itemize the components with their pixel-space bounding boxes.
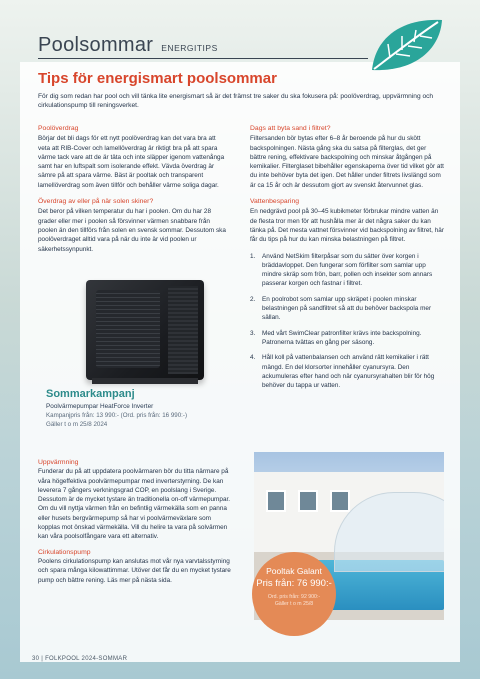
section-body: Funderar du på att uppdatera poolvärmaren bör du titta närmare på våra högeffektiva poolvärmepumpar med inverterstyrning. De kan leverera 7 gångers verkningsgrad COP, en poolslang i Sverige. Dessutom är de mycket tystare än traditionella on-off värmepumpar. Om du vill nyttja värmen från en befintlig värmekälla som en panna eller husets bergvärmepump så har vi poolvärmeväxlare som kopplas mot önskad värmekälla. Vill du helire ta vara på solvärmen kan våra poolsolfångare vara ett alternativ. bbox=[38, 468, 231, 541]
right-column bbox=[250, 124, 444, 396]
list-item: 2. En poolrobot som samlar upp skräpet i poolen minskar belastningen på sandfiltret så att du behöver backspola mer sällan. bbox=[250, 295, 432, 322]
window bbox=[298, 490, 318, 512]
window bbox=[266, 490, 286, 512]
list-item: 4. Håll koll på vattenbalansen och använd rätt kemikalier i rätt mängd. En del klorsorter innehåller cyanursyra. Den ackumuleras efter hand och när cyanursyrahalten blir för hög behöver du tappa ur vatten. bbox=[250, 354, 435, 390]
badge-ord-price: Ord. pris från: 92 900:- bbox=[267, 594, 321, 600]
section-body: En nedgrävd pool på 30–45 kubikmeter förbrukar mindre vatten än de flesta tror men för att hushålla mer är det några saker du kan tänka på. Det mesta vattnet försvinner vid backspolning av filtret, här får du tips på hur du kan minska belastningen på filtret. bbox=[250, 208, 444, 244]
section-heading: Uppvärmning bbox=[38, 459, 79, 466]
page-title: Poolsommar bbox=[38, 34, 154, 56]
section-heading: Cirkulationspump bbox=[38, 548, 91, 556]
section-heading: Vattenbesparing bbox=[250, 198, 299, 206]
section-body: Poolens cirkulationspump kan anslutas mot vår nya varvtalsstyrning och spara många kilowattimmar. Utöver det får du en mycket tystare pump och bättre rening. Läs mer på nästa sida. bbox=[38, 557, 231, 584]
pump-grille bbox=[96, 290, 160, 368]
section-heading: Poolöverdrag bbox=[38, 125, 79, 132]
header-rule bbox=[38, 58, 368, 59]
section-body: Börjar det bli dags för ett nytt poolöverdrag kan det vara bra att veta att RIB-Cover och lamellöverdrag är riktigt bra på att spara värme tack vare att de är täta och inte släpper igenom vattenånga samt har en luftspalt som isolerande effekt. Vävda överdrag är sämre på att spara värme. Bäst är pooltak och transparent lamellöverdrag som även tillför och behåller värme soliga dagar. bbox=[38, 135, 225, 189]
pump-side-vent bbox=[168, 286, 198, 374]
section-heading: Överdrag av eller på när solen skiner? bbox=[38, 198, 154, 206]
badge-product: Pooltak Galant bbox=[266, 566, 322, 576]
list-item: 1. Använd NetSkim filterpåsar som du sätter över korgen i bräddavloppet. Den fungerar som förfilter som samlar upp mindre skräp som frön, barr, pollen och insekter som annars passerar korgen och fastnar i filtret. bbox=[250, 252, 433, 288]
campaign-price: Kampanjpris från: 13 990:- (Ord. pris från: 16 990:-) bbox=[46, 412, 188, 419]
campaign-product: Poolvärmepumpar HeatForce Inverter bbox=[46, 403, 154, 410]
article-headline: Tips för energismart poolsommar bbox=[38, 70, 277, 87]
page-header bbox=[38, 34, 218, 57]
price-badge bbox=[252, 552, 336, 636]
badge-valid: Gäller t o m 25/8 bbox=[274, 601, 314, 607]
badge-price: Pris från: 76 990:- bbox=[256, 578, 332, 589]
campaign-box bbox=[46, 388, 187, 429]
campaign-valid: Gäller t o m 25/8 2024 bbox=[46, 421, 108, 428]
heat-pump-image bbox=[86, 280, 204, 384]
article-lead: För dig som redan har pool och vill tänka lite energismart så är det främst tre saker du ska fokusera på: poolöverdrag, uppvärmning och cirkulationspump till reningsverket. bbox=[38, 93, 434, 110]
leaf-icon bbox=[366, 14, 446, 76]
list-item: 3. Med vårt SwimClear patronfilter krävs inte backspolning. Patronerna tvättas en gång per säsong. bbox=[250, 329, 422, 346]
section-heading: Dags att byta sand i filtret? bbox=[250, 125, 331, 132]
tips-list bbox=[250, 252, 444, 391]
section-label: ENERGITIPS bbox=[161, 43, 218, 53]
lower-left-column bbox=[38, 458, 234, 591]
window bbox=[330, 490, 350, 512]
left-column bbox=[38, 124, 226, 261]
section-body: Filtersanden bör bytas efter 6–8 år beroende på hur du skött backspolningen. Nästa gång ska du satsa på filterglas, det ger bättre rening, effektivare backspolning och minskar åtgången på kemikalier. Filterglaset bibehåller egenskaperna över tid vilket gör att du inte behöver byta det igen. Det håller under filtrets livslängd som är ca 15 år och är dessutom gjort av svenskt återvunnet glas. bbox=[250, 135, 444, 189]
campaign-title: Sommarkampanj bbox=[46, 388, 135, 400]
page-footer: 30 | FOLKPOOL 2024-SOMMAR bbox=[32, 656, 128, 662]
section-body: Det beror på vilken temperatur du har i poolen. Om du har 28 grader eller mer i poolen så försvinner värmen snabbare från poolen än den tillförs från solen en svensk sommar. Dessutom ska poolöverdraget alltid vara på när du inte är vid poolen ur säkerhetssynpunkt. bbox=[38, 208, 226, 253]
